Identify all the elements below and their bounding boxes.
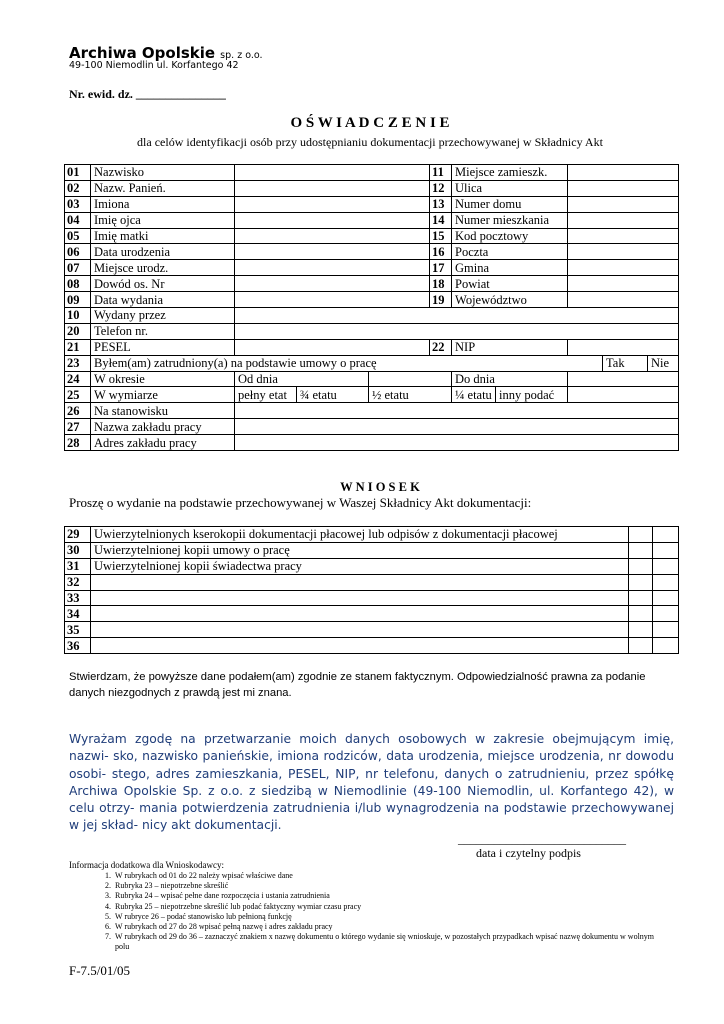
request-mark-box[interactable] (629, 606, 653, 622)
field-label: Numer mieszkania (452, 212, 568, 228)
field-input[interactable] (568, 260, 679, 276)
request-mark-box[interactable] (629, 622, 653, 638)
field-input[interactable] (235, 260, 430, 276)
field-label: W okresie (91, 371, 235, 387)
quarter-time-option[interactable]: ¼ etatu (452, 387, 496, 403)
half-time-option[interactable]: ½ etatu (369, 387, 452, 403)
field-number: 11 (430, 165, 452, 181)
field-label: Numer domu (452, 196, 568, 212)
form-row (65, 403, 679, 419)
field-input[interactable] (568, 180, 679, 196)
request-document[interactable] (91, 574, 629, 590)
truth-statement: Stwierdzam, że powyższe dane podałem(am) zgodnie ze stanem faktycznym. Odpowiedzialność prawna za podanie danych niezgodnych z prawdą jest mi znana. (69, 671, 646, 699)
field-number: 28 (65, 435, 91, 451)
field-number: 19 (430, 292, 452, 308)
field-label: Nazwa zakładu pracy (91, 419, 235, 435)
from-date-input[interactable] (369, 371, 452, 387)
other-option[interactable]: inny podać (496, 387, 568, 403)
field-input[interactable] (235, 292, 430, 308)
field-number: 10 (65, 308, 91, 324)
form-row (65, 542, 679, 558)
field-input[interactable] (235, 244, 430, 260)
info-item: 7. W rubrykach od 29 do 36 – zaznaczyć znakiem x nazwę dokumentu o którego wydanie się wnioskuje, w pozostałych przypadkach wpisać nazwę dokumentu w wolnym polu (113, 932, 669, 952)
field-number: 17 (430, 260, 452, 276)
field-label: Data wydania (91, 292, 235, 308)
field-number: 24 (65, 371, 91, 387)
request-document[interactable] (91, 590, 629, 606)
company-address: 49-100 Niemodlin ul. Korfantego 42 (69, 60, 239, 71)
record-number (69, 87, 226, 102)
to-date-input[interactable] (568, 371, 679, 387)
request-extra-box[interactable] (653, 542, 679, 558)
field-label: Dowód os. Nr (91, 276, 235, 292)
request-document[interactable]: Uwierzytelnionych kserokopii dokumentacji płacowej lub odpisów z dokumentacji płacowej (91, 527, 629, 543)
field-label: Imiona (91, 196, 235, 212)
request-extra-box[interactable] (653, 638, 679, 654)
field-label: Poczta (452, 244, 568, 260)
request-document[interactable]: Uwierzytelnionej kopii świadectwa pracy (91, 558, 629, 574)
request-document[interactable] (91, 638, 629, 654)
field-label: Imię ojca (91, 212, 235, 228)
field-input[interactable] (568, 212, 679, 228)
field-number: 15 (430, 228, 452, 244)
field-number: 23 (65, 355, 91, 371)
request-number: 29 (65, 527, 91, 543)
form-row (65, 244, 679, 260)
signature-line[interactable]: ____________________________ (458, 832, 626, 846)
request-document[interactable]: Uwierzytelnionej kopii umowy o pracę (91, 542, 629, 558)
info-item: 4. Rubryka 25 – niepotrzebne skreślić lub podać faktyczny wymiar czasu pracy (113, 902, 669, 912)
yes-option[interactable]: Tak (603, 355, 648, 371)
request-extra-box[interactable] (653, 558, 679, 574)
info-item: 6. W rubrykach od 27 do 28 wpisać pełną nazwę i adres zakładu pracy (113, 922, 669, 932)
field-label: Powiat (452, 276, 568, 292)
form-row (65, 558, 679, 574)
request-extra-box[interactable] (653, 527, 679, 543)
info-title: Informacja dodatkowa dla Wnioskodawcy: (69, 860, 225, 870)
form-row (65, 435, 679, 451)
field-input[interactable] (235, 323, 679, 339)
field-label: Data urodzenia (91, 244, 235, 260)
field-label: Nazw. Panień. (91, 180, 235, 196)
other-input[interactable] (568, 387, 679, 403)
info-list (69, 871, 669, 953)
personal-data-table (64, 164, 679, 451)
field-input[interactable] (568, 244, 679, 260)
form-row (65, 339, 679, 355)
field-input[interactable] (235, 276, 430, 292)
request-table (64, 526, 679, 654)
field-label: Nazwisko (91, 165, 235, 181)
request-mark-box[interactable] (629, 558, 653, 574)
request-number: 31 (65, 558, 91, 574)
request-mark-box[interactable] (629, 590, 653, 606)
form-row (65, 180, 679, 196)
form-row (65, 165, 679, 181)
field-input[interactable] (235, 308, 679, 324)
field-input[interactable] (568, 165, 679, 181)
request-number: 33 (65, 590, 91, 606)
field-number: 07 (65, 260, 91, 276)
field-label: Miejsce zamieszk. (452, 165, 568, 181)
field-label: W wymiarze (91, 387, 235, 403)
three-quarter-option[interactable]: ¾ etatu (297, 387, 369, 403)
request-extra-box[interactable] (653, 622, 679, 638)
request-mark-box[interactable] (629, 527, 653, 543)
field-label: Byłem(am) zatrudniony(a) na podstawie umowy o pracę (91, 355, 603, 371)
to-date-label: Do dnia (452, 371, 568, 387)
document-subtitle: dla celów identyfikacji osób przy udostępnianiu dokumentacji przechowywanej w Składnicy Akt (137, 135, 603, 149)
request-number: 34 (65, 606, 91, 622)
record-number-field[interactable]: _______________ (135, 87, 226, 101)
field-input[interactable] (568, 196, 679, 212)
form-code: F-7.5/01/05 (69, 963, 131, 978)
request-number: 32 (65, 574, 91, 590)
field-number: 08 (65, 276, 91, 292)
field-number: 16 (430, 244, 452, 260)
signature-label: data i czytelny podpis (476, 846, 581, 860)
no-option[interactable]: Nie (648, 355, 679, 371)
form-row (65, 371, 679, 387)
request-document[interactable] (91, 622, 629, 638)
form-row (65, 622, 679, 638)
request-title: W N I O S E K (340, 480, 420, 494)
form-row (65, 387, 679, 403)
field-number: 04 (65, 212, 91, 228)
full-time-option[interactable]: pełny etat (235, 387, 297, 403)
form-row (65, 527, 679, 543)
field-number: 20 (65, 323, 91, 339)
request-intro: Proszę o wydanie na podstawie przechowywanej w Waszej Składnicy Akt dokumentacji: (69, 495, 532, 510)
field-input[interactable] (568, 276, 679, 292)
request-mark-box[interactable] (629, 638, 653, 654)
field-input[interactable] (235, 196, 430, 212)
form-row (65, 276, 679, 292)
data-consent: Wyrażam zgodę na przetwarzanie moich danych osobowych w zakresie obejmującym imię, nazwi- sko, nazwisko panieńskie, imiona rodziców, data urodzenia, miejsce urodzenia, nr dowodu osobi- stego, adres zamieszkania, PESEL, NIP, nr telefonu, danych o zatrudnieniu, przez spółkę Archiwa Opolskie Sp. z o.o. z siedzibą w Niemodlinie (49-100 Niemodlin, ul. Korfantego 42), w celu otrzy- mania potwierdzenia zatrudnienia i/lub wynagrodzenia na podstawie przechowywanej w jej skład- nicy akt dokumentacji. (69, 732, 674, 833)
field-number: 09 (65, 292, 91, 308)
request-mark-box[interactable] (629, 542, 653, 558)
record-number-label: Nr. ewid. dz. (69, 87, 133, 101)
request-mark-box[interactable] (629, 574, 653, 590)
field-label: NIP (452, 339, 568, 355)
field-number: 02 (65, 180, 91, 196)
field-number: 14 (430, 212, 452, 228)
nip-input[interactable] (568, 339, 679, 355)
field-label: Gmina (452, 260, 568, 276)
field-input[interactable] (235, 403, 679, 419)
info-item: 1. W rubrykach od 01 do 22 należy wpisać właściwe dane (113, 871, 669, 881)
company-suffix: sp. z o.o. (220, 50, 263, 61)
request-document[interactable] (91, 606, 629, 622)
form-row (65, 292, 679, 308)
field-number: 03 (65, 196, 91, 212)
field-label: Imię matki (91, 228, 235, 244)
form-row (65, 606, 679, 622)
field-input[interactable] (235, 435, 679, 451)
field-number: 13 (430, 196, 452, 212)
form-row (65, 196, 679, 212)
form-row (65, 308, 679, 324)
request-number: 36 (65, 638, 91, 654)
field-number: 27 (65, 419, 91, 435)
request-extra-box[interactable] (653, 590, 679, 606)
field-input[interactable] (235, 165, 430, 181)
form-row (65, 355, 679, 371)
field-number: 12 (430, 180, 452, 196)
field-number: 26 (65, 403, 91, 419)
field-input[interactable] (235, 180, 430, 196)
request-extra-box[interactable] (653, 574, 679, 590)
field-label: Kod pocztowy (452, 228, 568, 244)
field-label: Telefon nr. (91, 323, 235, 339)
field-number: 01 (65, 165, 91, 181)
form-row (65, 638, 679, 654)
field-label: Na stanowisku (91, 403, 235, 419)
field-input[interactable] (235, 228, 430, 244)
pesel-input[interactable] (235, 339, 430, 355)
info-item: 3. Rubryka 24 – wpisać pełne dane rozpoczęcia i ustania zatrudnienia (113, 891, 669, 901)
request-number: 35 (65, 622, 91, 638)
info-item: 2. Rubryka 23 – niepotrzebne skreślić (113, 881, 669, 891)
field-number: 25 (65, 387, 91, 403)
field-label: Województwo (452, 292, 568, 308)
form-row (65, 212, 679, 228)
field-number: 06 (65, 244, 91, 260)
field-number: 05 (65, 228, 91, 244)
form-row (65, 260, 679, 276)
from-date-label: Od dnia (235, 371, 369, 387)
field-input[interactable] (235, 419, 679, 435)
company-name: Archiwa Opolskie (69, 44, 216, 62)
document-title: O Ś W I A D C Z E N I E (290, 115, 450, 131)
field-input[interactable] (568, 228, 679, 244)
field-input[interactable] (235, 212, 430, 228)
field-label: Miejsce urodz. (91, 260, 235, 276)
field-input[interactable] (568, 292, 679, 308)
form-row (65, 590, 679, 606)
field-number: 22 (430, 339, 452, 355)
form-row (65, 228, 679, 244)
field-label: PESEL (91, 339, 235, 355)
info-item: 5. W rubryce 26 – podać stanowisko lub pełnioną funkcję (113, 912, 669, 922)
form-row (65, 574, 679, 590)
request-number: 30 (65, 542, 91, 558)
field-label: Adres zakładu pracy (91, 435, 235, 451)
field-label: Wydany przez (91, 308, 235, 324)
field-number: 18 (430, 276, 452, 292)
field-number: 21 (65, 339, 91, 355)
field-label: Ulica (452, 180, 568, 196)
request-extra-box[interactable] (653, 606, 679, 622)
form-row (65, 419, 679, 435)
form-row (65, 323, 679, 339)
